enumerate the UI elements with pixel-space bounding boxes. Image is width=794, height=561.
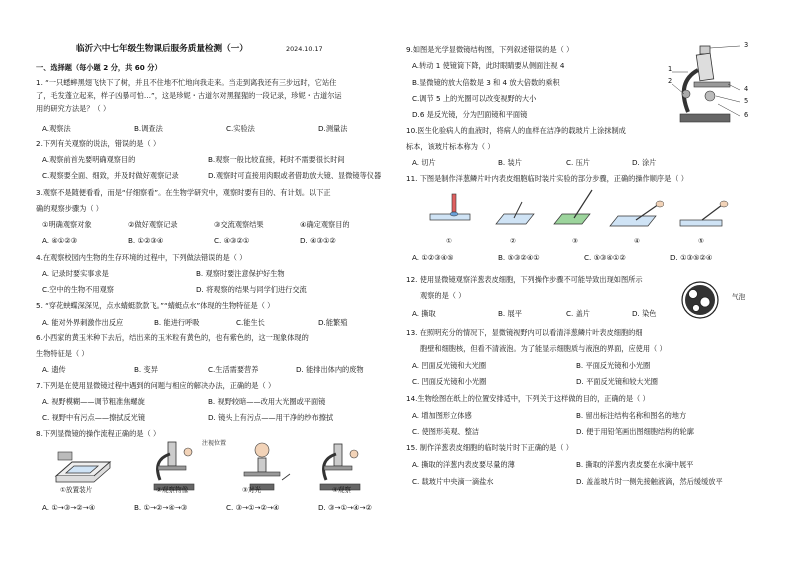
q3-step4: ④确定观察目的 [300,220,350,229]
q5-option-b: B. 能进行呼吸 [154,318,200,327]
q11-figure-step3 [552,188,600,232]
q8-caption-1: ①放置装片 [60,486,93,494]
q3-line1: 3.观察不是随便看看，而是“仔细察看”。在生物学研究中，观察时要有目的、有计划。以下正 [36,188,331,197]
q11-option-d: D. ①③⑤②④ [670,253,713,262]
q7-option-d: D. 镜头上有污点——用干净的纱布擦拭 [208,413,334,422]
q11-caption-4: ④ [634,237,640,245]
q12-line1: 12. 使用显微镜观察洋葱表皮细胞，下列操作步骤不可能导致出现如图所示 [406,275,643,284]
q3-option-b: B. ①②③④ [128,236,164,245]
q14-option-c: C. 使图形美观、整洁 [412,427,480,436]
q2-option-c: C.观察要全面、细致，并及时做好观察记录 [42,171,179,180]
q13-option-d: D. 平面反光镜和较大光圈 [576,377,658,386]
q8-caption-4: ④观察 [332,486,352,494]
q10-option-d: D. 涂片 [632,158,657,167]
q13-option-b: B. 平面反光镜和小光圈 [576,361,651,370]
q10-line2: 标本，该玻片标本称为（ ） [406,142,495,151]
q8-caption-2: ②观察物像 [156,486,189,494]
q14-option-d: D. 便于用铅笔画出图细胞结构的轮廓 [576,427,694,436]
q15-option-d: D. 盖盖玻片时一侧先接触液滴，然后缓缓放平 [576,477,723,486]
q11-option-c: C. ⑤③④①② [584,253,626,262]
q1-line1: 1. “一只蟋蟀黑翅飞快下了树，并且不住地不忙地向我走来。当走到离我还有三步远时，它站住 [36,78,337,87]
q3-option-a: A. ④①②③ [42,236,78,245]
q15-option-a: A. 撕取的洋葱内表皮要尽量的薄 [412,460,515,469]
q10-option-c: C. 压片 [566,158,590,167]
q11-figure-step5 [676,200,730,232]
q6-option-c: C.生活需要营养 [208,365,259,374]
q9-option-c: C.调节 5 上的光圈可以改变视野的大小 [412,94,537,103]
q12-bubble-label: 气泡 [732,293,746,301]
q1-line2: 了，毛发蓬立起来，样子凶暴可怕…”，这是珍妮・古道尔对黑猩猩的一段记录，珍妮・古道尔运 [36,91,342,100]
q5-stem: 5. “穿花蛱蝶深深见，点水蜻蜓款款飞。”“蜻蜓点水”体现的生物特征是（ ） [36,301,275,310]
q14-option-a: A. 增加图形立体感 [412,411,472,420]
q3-option-c: C. ④③②① [214,236,250,245]
q1-option-c: C.实验法 [226,124,255,133]
q14-option-b: B. 留出标注结构名称和图名的地方 [576,411,687,420]
q11-option-b: B. ⑤③②④① [498,253,540,262]
q2-option-d: D.观察时可直接用肉眼或者借助放大镜、显微镜等仪器 [208,171,382,180]
q11-caption-2: ② [510,237,516,245]
q11-stem: 11. 下图是制作洋葱鳞片叶内表皮细胞临时装片实验的部分步骤，正确的操作顺序是（ ） [406,174,688,183]
q6-option-b: B. 变异 [134,365,158,374]
q1-option-d: D.测量法 [318,124,348,133]
q13-option-c: C. 凹面反光镜和小光圈 [412,377,487,386]
q12-figure-bubble-view [680,280,720,320]
q13-option-a: A. 凹面反光镜和大光圈 [412,361,487,370]
q2-stem: 2.下列有关观察的说法，错误的是（ ） [36,139,161,148]
q7-option-b: B. 视野较暗——改用大光圈或平面镜 [208,397,326,406]
section-heading: 一、选择题（每小题 2 分，共 60 分） [36,63,162,72]
q7-stem: 7.下列是在使用显微镜过程中遇到的问题与相应的解决办法，正确的是（ ） [36,381,276,390]
q4-option-d: D. 将观察的结果与同学们进行交流 [196,285,307,294]
q5-option-d: D.能繁殖 [318,318,348,327]
q5-option-c: C.能生长 [236,318,265,327]
q11-caption-5: ⑤ [698,237,704,245]
q8-figure-microscope-4 [312,440,368,492]
q1-option-a: A.观察法 [42,124,71,133]
q2-option-a: A.观察前首先要明确观察目的 [42,155,136,164]
q1-option-b: B.调查法 [134,124,163,133]
q9-label-4: 4 [744,85,749,93]
q4-option-b: B. 观察时要注意保护好生物 [196,269,285,278]
q6-option-a: A. 遗传 [42,365,66,374]
q9-label-5: 5 [744,97,749,105]
q10-option-a: A. 切片 [412,158,436,167]
q8-stem: 8.下列显微镜的操作流程正确的是（ ） [36,429,161,438]
q8-note-label: 注视位置 [202,440,227,447]
q8-caption-3: ③对光 [242,486,262,494]
q3-line2: 确的观察步骤为（ ） [36,204,103,213]
q4-stem: 4.在观察校园内生物的生存环境的过程中，下列做法错误的是（ ） [36,253,247,262]
q8-option-b: B. ①→②→④→③ [134,503,188,512]
q9-label-2: 2 [668,77,673,85]
q14-stem: 14.生物绘图在纸上的位置安排适中，下列关于这样做的目的，正确的是（ ） [406,394,650,403]
q11-caption-3: ③ [572,237,578,245]
q3-option-d: D. ④③①② [300,236,336,245]
q8-option-d: D. ③→①→④→② [318,503,372,512]
q9-label-6: 6 [744,111,749,119]
q8-figure-microscope-2 [148,440,204,492]
q12-option-c: C. 盖片 [566,309,590,318]
q15-option-c: C. 载玻片中央滴一滴盐水 [412,477,494,486]
q12-option-b: B. 展平 [498,309,522,318]
q13-line1: 13. 在照明充分的情况下，显微镜视野内可以看清洋葱鳞片叶表皮细胞的细 [406,328,643,337]
q3-step2: ②做好观察记录 [128,220,178,229]
q2-option-b: B.观察一般比较直接，耗时不需要很长时间 [208,155,345,164]
q9-label-1: 1 [668,65,673,73]
q10-option-b: B. 装片 [498,158,522,167]
q6-line2: 生物特征是（ ） [36,349,89,358]
q1-line3: 用的研究方法是？（ ） [36,104,111,113]
q15-option-b: B. 撕取的洋葱内表皮要在水滴中展平 [576,460,694,469]
q9-stem: 9.如图是光学显微镜结构图，下列叙述错误的是（ ） [406,45,574,54]
q12-line2: 观察的是（ ） [420,291,466,300]
q11-figure-step1 [424,192,482,232]
q4-option-a: A. 记录时要实事求是 [42,269,109,278]
q8-figure-slide-placement [50,446,120,490]
q7-option-c: C. 视野中有污点——擦拭反光镜 [42,413,146,422]
q11-figure-step4 [608,198,664,232]
q8-option-c: C. ③→①→②→④ [226,503,280,512]
q3-step3: ③交流观察结果 [214,220,264,229]
q9-option-a: A.转动 1 使镜筒下降，此时眼睛要从侧面注视 4 [412,61,565,70]
q12-option-a: A. 撕取 [412,309,436,318]
page-title: 临沂六中七年级生物课后服务质量检测（一） [76,44,248,54]
q6-line1: 6.小西家的黄玉米种下去后，结出来的玉米粒有黄色的，也有紫色的，这一现象体现的 [36,333,309,342]
q11-caption-1: ① [446,237,452,245]
q6-option-d: D. 能排出体内的废物 [296,365,364,374]
q9-label-3: 3 [744,41,749,49]
q8-figure-light-adjust [232,440,292,492]
q5-option-a: A. 能对外界刺激作出反应 [42,318,124,327]
q7-option-a: A. 视野模糊——调节粗准焦螺旋 [42,397,145,406]
exam-date: 2024.10.17 [286,45,323,53]
q9-option-d: D.6 是反光镜，分为凹面镜和平面镜 [412,110,528,119]
q9-option-b: B.显微镜的放大倍数是 3 和 4 放大倍数的乘积 [412,78,560,87]
q4-option-c: C.空中的生物不用观察 [42,285,114,294]
q10-line1: 10.医生化验病人的血液时，将病人的血样在洁净的载玻片上涂抹制成 [406,126,626,135]
q3-step1: ①明确观察对象 [42,220,92,229]
q15-stem: 15. 制作洋葱表皮细胞的临时装片时下正确的是（ ） [406,443,573,452]
q13-line2: 胞壁和细胞核，但看不清液泡。为了能显示细胞质与液泡的界面，应使用（ ） [420,344,667,353]
q12-option-d: D. 染色 [632,309,657,318]
q11-figure-step2 [492,200,538,232]
q11-option-a: A. ①②③④⑤ [412,253,454,262]
q8-option-a: A. ①→③→②→④ [42,503,96,512]
